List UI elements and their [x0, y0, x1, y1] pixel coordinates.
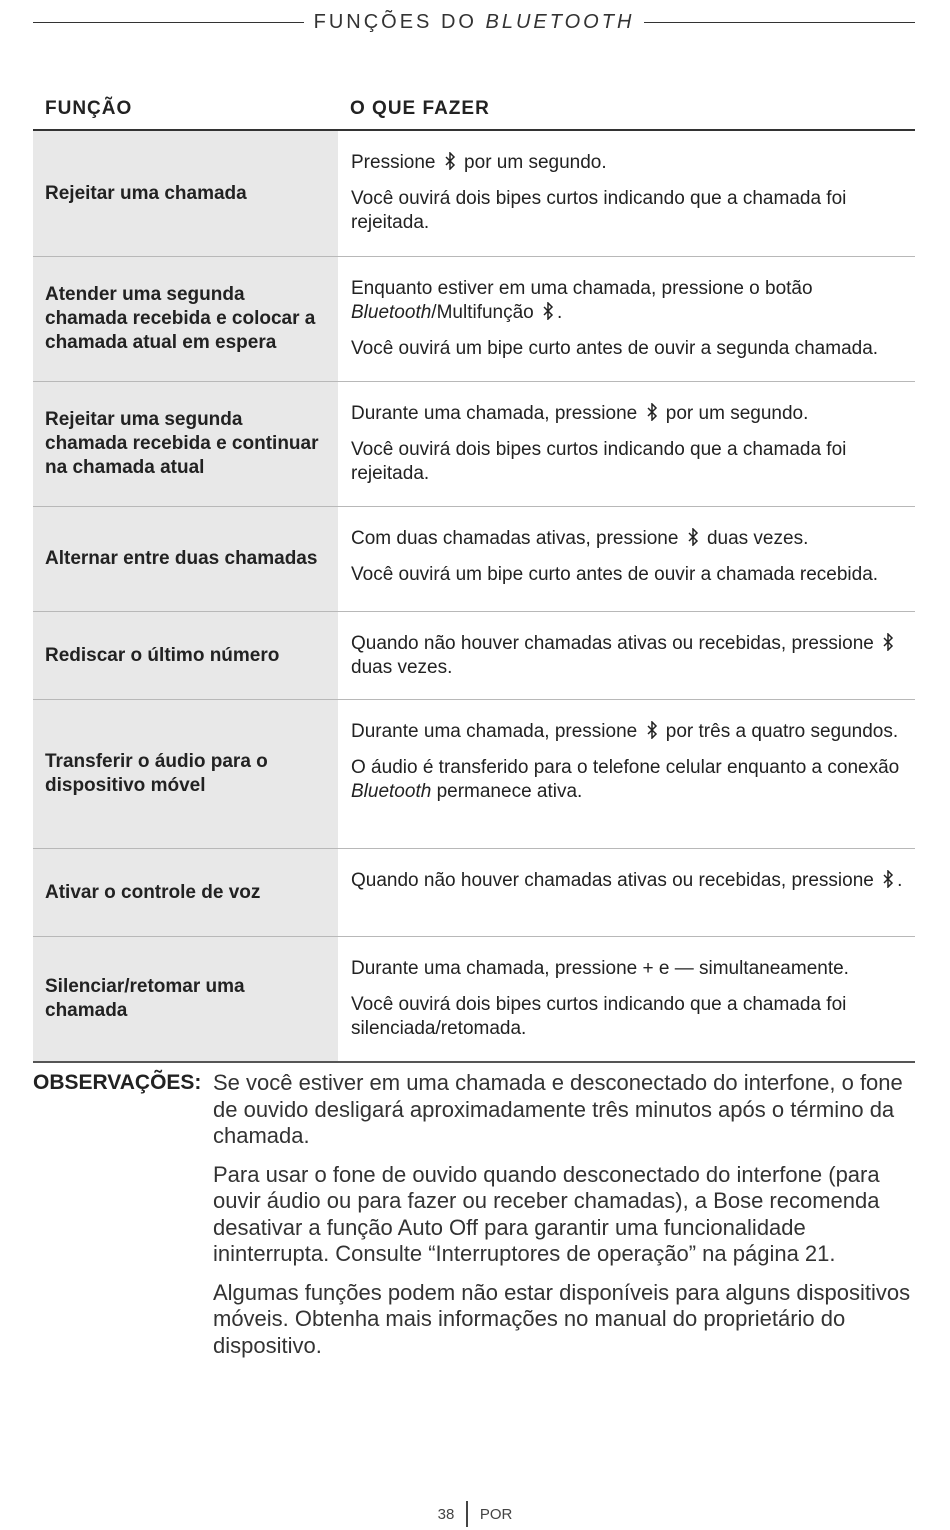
function-cell: Rejeitar uma segunda chamada recebida e continuar na chamada atual [33, 382, 338, 506]
function-cell: Rediscar o último número [33, 612, 338, 699]
table-row [33, 382, 915, 507]
table-row [33, 131, 915, 257]
instruction-cell [338, 382, 915, 506]
instruction-note: Você ouvirá um bipe curto antes de ouvir a chamada recebida. [351, 564, 879, 585]
instruction-note: Você ouvirá dois bipes curtos indicando que a chamada foi rejeitada. [351, 188, 847, 233]
note-paragraph: Algumas funções podem não estar disponíveis para alguns dispositivos móveis. Obtenha mais informações no manual do proprietário do dispositivo. [213, 1279, 911, 1358]
table-row [33, 849, 915, 937]
page-footer [0, 1500, 950, 1528]
instruction-text: Durante uma chamada, pressione por três a quatro segundos. [351, 721, 899, 742]
bluetooth-icon [646, 721, 658, 739]
instruction-note: Você ouvirá um bipe curto antes de ouvir a segunda chamada. [351, 338, 879, 359]
table-row [33, 257, 915, 382]
instruction-cell [338, 937, 915, 1061]
instruction-cell [338, 131, 915, 256]
bluetooth-icon [882, 633, 894, 651]
table-row [33, 937, 915, 1063]
function-cell: Silenciar/retomar uma chamada [33, 937, 338, 1061]
header-rule-left [33, 22, 304, 23]
note-paragraph: Para usar o fone de ouvido quando desconectado do interfone (para ouvir áudio ou para fazer ou receber chamadas), a Bose recomenda desativar a função Auto Off para garantir uma funcionalidade ininterrupta. Consulte “Interruptores de operação” na página 21. [213, 1161, 880, 1266]
title-prefix: FUNÇÕES DO [313, 10, 486, 33]
instruction-text: Durante uma chamada, pressione por um segundo. [351, 403, 809, 424]
instruction-cell [338, 612, 915, 699]
table-row [33, 612, 915, 700]
instruction-cell [338, 257, 915, 381]
instruction-cell [338, 849, 915, 936]
bluetooth-icon [882, 870, 894, 888]
instruction-text: Enquanto estiver em uma chamada, pressione o botão Bluetooth/Multifunção . [351, 278, 813, 323]
notes-label: OBSERVAÇÕES: [33, 1071, 202, 1094]
instruction-text: Com duas chamadas ativas, pressione duas vezes. [351, 528, 809, 549]
instruction-text: Durante uma chamada, pressione + e — simultaneamente. [351, 958, 849, 979]
header-rule-right [644, 22, 915, 23]
function-cell: Transferir o áudio para o dispositivo móvel [33, 700, 338, 848]
instruction-text: Quando não houver chamadas ativas ou recebidas, pressione duas vezes. [351, 632, 903, 680]
bluetooth-icon [542, 302, 554, 320]
bluetooth-icon [444, 152, 456, 170]
function-cell: Ativar o controle de voz [33, 849, 338, 936]
footer-divider [466, 1501, 468, 1527]
page-number: 38 [437, 1505, 455, 1523]
bluetooth-icon [687, 528, 699, 546]
functions-table [33, 92, 915, 1063]
instruction-note: Você ouvirá dois bipes curtos indicando que a chamada foi rejeitada. [351, 439, 847, 484]
language-code: POR [479, 1505, 513, 1523]
function-cell: Rejeitar uma chamada [33, 131, 338, 256]
notes-body [213, 1070, 915, 1371]
table-header [33, 92, 915, 131]
instruction-cell [338, 700, 915, 848]
col-header-function: FUNÇÃO [45, 98, 133, 119]
bluetooth-icon [646, 403, 658, 421]
instruction-text: Quando não houver chamadas ativas ou recebidas, pressione . [351, 870, 903, 891]
function-cell: Alternar entre duas chamadas [33, 507, 338, 611]
page-title [304, 11, 645, 34]
table-row [33, 700, 915, 849]
instruction-note: Você ouvirá dois bipes curtos indicando que a chamada foi silenciada/retomada. [351, 994, 847, 1039]
instruction-note: O áudio é transferido para o telefone celular enquanto a conexão Bluetooth permanece ativa. [351, 757, 900, 802]
function-cell: Atender uma segunda chamada recebida e colocar a chamada atual em espera [33, 257, 338, 381]
page-header [33, 8, 915, 36]
notes-section [33, 1070, 915, 1371]
title-italic: BLUETOOTH [485, 10, 635, 33]
note-paragraph: Se você estiver em uma chamada e desconectado do interfone, o fone de ouvido desligará aproximadamente três minutos após o término da chamada. [213, 1070, 903, 1148]
col-header-what-to-do: O QUE FAZER [350, 98, 490, 119]
instruction-cell [338, 507, 915, 611]
instruction-text: Pressione por um segundo. [351, 152, 607, 173]
table-row [33, 507, 915, 612]
